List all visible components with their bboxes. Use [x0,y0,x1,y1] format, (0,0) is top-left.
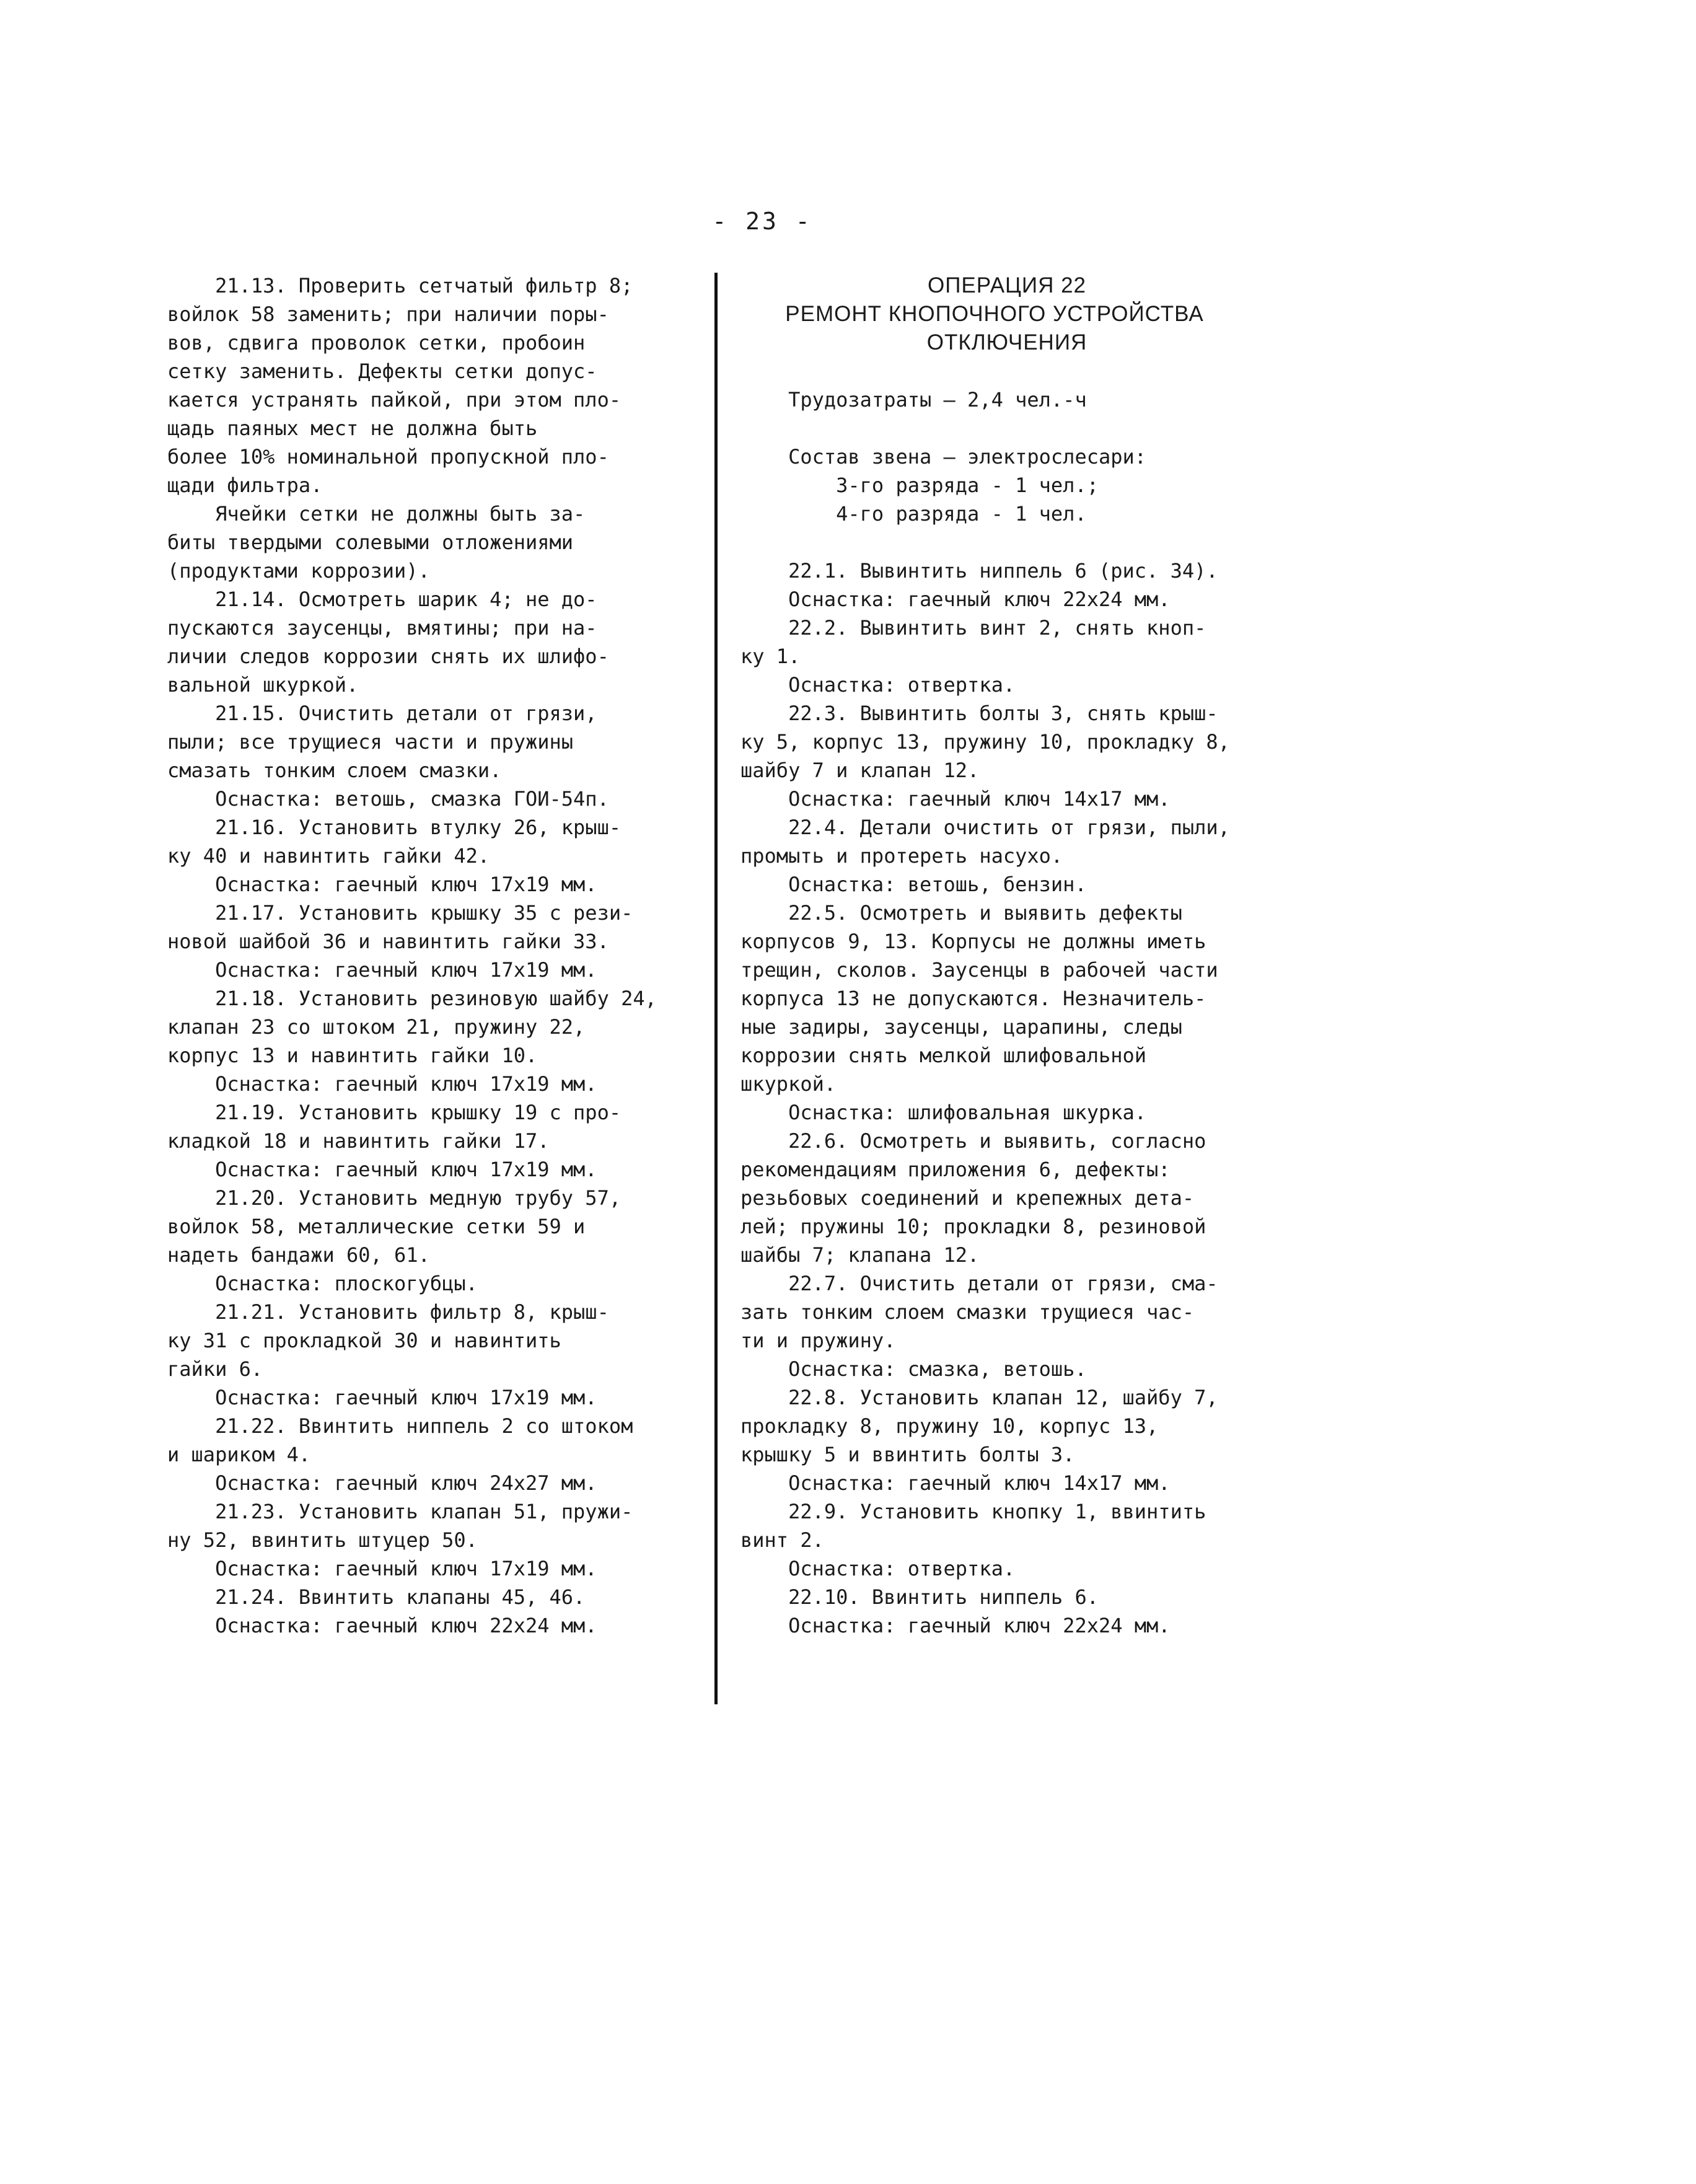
left-text-line: личии следов коррозии снять их шлифо- [167,645,609,668]
left-column [167,271,700,1640]
right-text-line: ку 1. [740,645,801,668]
left-text-line: 21.21. Установить фильтр 8, крыш- [167,1300,609,1324]
right-text-line: Оснастка: гаечный ключ 14х17 мм. [740,1471,1171,1495]
left-text-line: вов, сдвига проволок сетки, пробоин [167,331,586,354]
crew-grade-4: 4-го разряда - 1 чел. [740,502,1087,526]
right-text-line: 22.8. Установить клапан 12, шайбу 7, [740,1386,1218,1409]
left-text-line: 21.19. Установить крышку 19 с про- [167,1101,622,1124]
left-text-line: 21.23. Установить клапан 51, пружи- [167,1500,633,1523]
operation-subtitle-heading: ОТКЛЮЧЕНИЯ [926,330,1087,354]
right-text-line: корпусов 9, 13. Корпусы не должны иметь [740,930,1206,953]
right-text-line: лей; пружины 10; прокладки 8, резиновой [740,1215,1206,1238]
left-text-line: более 10% номинальной пропускной пло- [167,445,609,469]
right-text-line: 22.10. Ввинтить ниппель 6. [740,1585,1099,1609]
left-text-line: 21.16. Установить втулку 26, крыш- [167,816,622,839]
left-text-line: смазать тонким слоем смазки. [167,759,502,782]
left-text-line: Оснастка: гаечный ключ 17х19 мм. [167,1557,597,1580]
right-text-line: зать тонким слоем смазки трущиеся час- [740,1300,1195,1324]
left-text-line: и шариком 4. [167,1443,311,1466]
labor-costs: Трудозатраты — 2,4 чел.-ч [740,388,1087,412]
left-text-line: Оснастка: гаечный ключ 17х19 мм. [167,1386,597,1409]
right-text-line: промыть и протереть насухо. [740,844,1063,868]
left-text-line: щади фильтра. [167,473,323,497]
right-text-line: 22.7. Очистить детали от грязи, сма- [740,1272,1218,1295]
left-text-line: Оснастка: гаечный ключ 17х19 мм. [167,873,597,896]
right-text-line: ку 5, корпус 13, пружину 10, прокладку 8, [740,730,1230,754]
right-text-line: шайбу 7 и клапан 12. [740,759,980,782]
left-text-line: ку 31 с прокладкой 30 и навинтить [167,1329,561,1352]
crew-grade-3: 3-го разряда - 1 чел.; [740,473,1099,497]
left-text-line: 21.22. Ввинтить ниппель 2 со штоком [167,1414,633,1438]
left-text-line: кается устранять пайкой, при этом пло- [167,388,622,412]
right-text-line: Оснастка: гаечный ключ 22х24 мм. [740,1614,1171,1637]
left-text-line: 21.13. Проверить сетчатый фильтр 8; [167,274,633,297]
right-text-line: Оснастка: отвертка. [740,1557,1016,1580]
right-column-steps [740,557,1273,1640]
left-text-line: ну 52, ввинтить штуцер 50. [167,1528,478,1552]
right-text-line: трещин, сколов. Заусенцы в рабочей части [740,958,1218,982]
left-text-line: надеть бандажи 60, 61. [167,1243,430,1267]
right-text-line: шайбы 7; клапана 12. [740,1243,980,1267]
page-number: - 23 - [712,208,812,235]
left-text-line: войлок 58, металлические сетки 59 и [167,1215,586,1238]
left-text-line: Оснастка: гаечный ключ 17х19 мм. [167,1072,597,1096]
left-text-line: 21.24. Ввинтить клапаны 45, 46. [167,1585,586,1609]
left-text-line: сетку заменить. Дефекты сетки допус- [167,359,597,383]
right-text-line: Оснастка: смазка, ветошь. [740,1357,1087,1381]
left-text-line: вальной шкуркой. [167,673,359,697]
left-text-line: Оснастка: плоскогубцы. [167,1272,478,1295]
right-text-line: Оснастка: ветошь, бензин. [740,873,1087,896]
left-text-line: новой шайбой 36 и навинтить гайки 33. [167,930,609,953]
right-text-line: 22.2. Вывинтить винт 2, снять кноп- [740,616,1206,640]
right-text-line: Оснастка: отвертка. [740,673,1016,697]
right-text-line: прокладку 8, пружину 10, корпус 13, [740,1414,1159,1438]
right-text-line: ные задиры, заусенцы, царапины, следы [740,1015,1182,1039]
left-text-line: щадь паяных мест не должна быть [167,416,538,440]
left-text-line: Оснастка: гаечный ключ 17х19 мм. [167,1158,597,1181]
right-text-line: резьбовых соединений и крепежных дета- [740,1186,1195,1210]
left-text-line: 21.15. Очистить детали от грязи, [167,702,597,725]
right-text-line: коррозии снять мелкой шлифовальной [740,1044,1147,1067]
left-text-line: (продуктами коррозии). [167,559,430,583]
right-text-line: ти и пружину. [740,1329,896,1352]
left-text-line: 21.20. Установить медную трубу 57, [167,1186,622,1210]
right-text-line: 22.3. Вывинтить болты 3, снять крыш- [740,702,1218,725]
right-text-line: Оснастка: гаечный ключ 22х24 мм. [740,588,1171,611]
left-text-line: Оснастка: гаечный ключ 24х27 мм. [167,1471,597,1495]
operation-number-heading: ОПЕРАЦИЯ 22 [927,273,1087,297]
left-text-line: ку 40 и навинтить гайки 42. [167,844,490,868]
left-text-line: войлок 58 заменить; при наличии поры- [167,302,609,326]
right-text-line: 22.5. Осмотреть и выявить дефекты [740,901,1182,925]
left-text-line: Оснастка: ветошь, смазка ГОИ-54п. [167,787,609,811]
left-text-line: 21.17. Установить крышку 35 с рези- [167,901,633,925]
left-text-line: биты твердыми солевыми отложениями [167,531,574,554]
operation-title-heading: РЕМОНТ КНОПОЧНОГО УСТРОЙСТВА [785,302,1204,326]
left-text-line: Оснастка: гаечный ключ 17х19 мм. [167,958,597,982]
right-text-line: рекомендациям приложения 6, дефекты: [740,1158,1171,1181]
right-column [740,271,1273,1640]
right-text-line: крышку 5 и ввинтить болты 3. [740,1443,1075,1466]
right-text-line: корпуса 13 не допускаются. Незначитель- [740,987,1206,1010]
column-divider [714,273,718,1704]
left-text-line: пыли; все трущиеся части и пружины [167,730,574,754]
left-text-line: Оснастка: гаечный ключ 22х24 мм. [167,1614,597,1637]
crew-composition: Состав звена — электрослесари: [740,445,1147,469]
right-text-line: 22.6. Осмотреть и выявить, согласно [740,1129,1206,1153]
left-text-line: клапан 23 со штоком 21, пружину 22, [167,1015,586,1039]
right-text-line: 22.9. Установить кнопку 1, ввинтить [740,1500,1206,1523]
left-text-line: 21.18. Установить резиновую шайбу 24, [167,987,657,1010]
right-text-line: Оснастка: гаечный ключ 14х17 мм. [740,787,1171,811]
left-text-line: кладкой 18 и навинтить гайки 17. [167,1129,550,1153]
left-text-line: Ячейки сетки не должны быть за- [167,502,586,526]
left-text-line: гайки 6. [167,1357,263,1381]
right-text-line: шкуркой. [740,1072,837,1096]
right-text-line: 22.4. Детали очистить от грязи, пыли, [740,816,1230,839]
left-text-line: 21.14. Осмотреть шарик 4; не до- [167,588,597,611]
right-text-line: 22.1. Вывинтить ниппель 6 (рис. 34). [740,559,1218,583]
right-text-line: винт 2. [740,1528,824,1552]
left-text-line: пускаются заусенцы, вмятины; при на- [167,616,597,640]
left-text-line: корпус 13 и навинтить гайки 10. [167,1044,538,1067]
right-text-line: Оснастка: шлифовальная шкурка. [740,1101,1147,1124]
